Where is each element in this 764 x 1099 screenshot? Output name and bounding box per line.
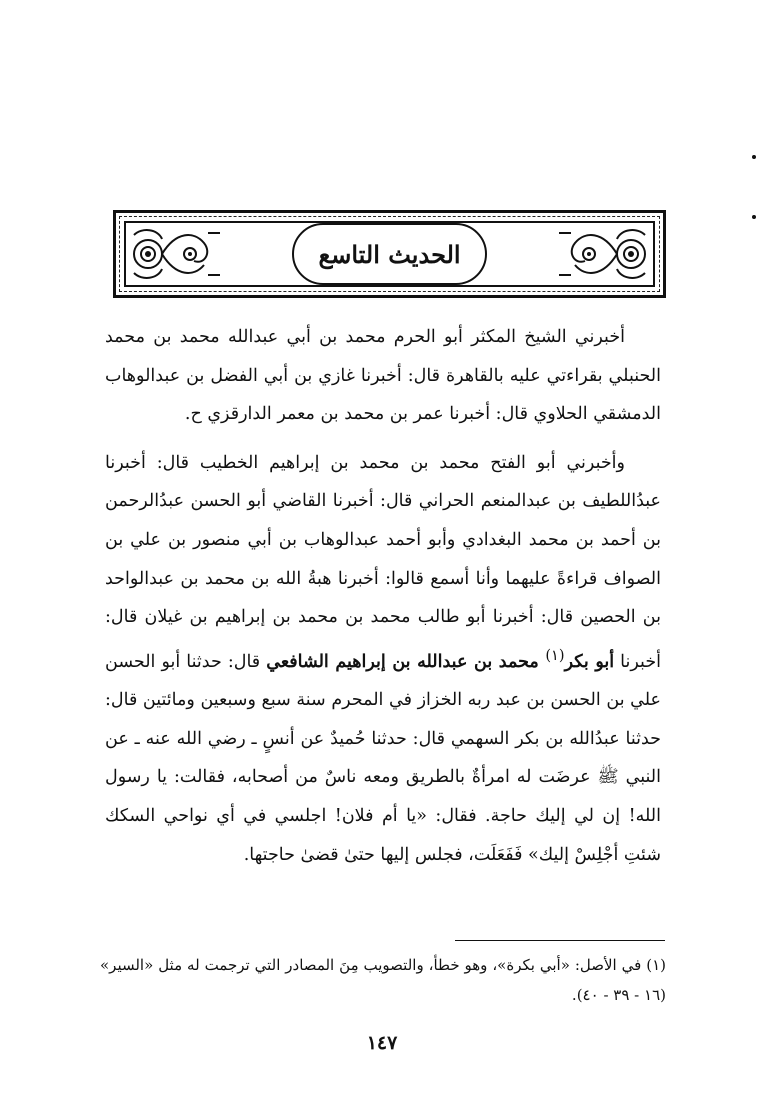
page-number: ١٤٧	[366, 1032, 398, 1054]
paragraph-isnad-1: أخبرني الشيخ المكثر أبو الحرم محمد بن أبي عبدالله محمد بن محمد الحنبلي بقراءتي عليه بالقاهرة قال: أخبرنا غازي بن أبي الفضل بن عبدالوهاب الدمشقي الحلاوي قال: أخبرنا عمر بن محمد بن معمر الدارقزي ح.	[105, 327, 661, 425]
text-run: وأخبرني أبو الفتح محمد بن محمد بن إبراهيم الخطيب قال: أخبرنا عبدُاللطيف بن عبدالمنعم الحراني قال: أخبرنا القاضي أبو الحسن عبدُالرحمن بن أحمد بن محمد البغدادي وأبو أحمد عبدالوهاب بن أبي منصور بن علي بن الصواف قراءةً عليهما وأنا أسمع قالوا: أخبرنا هبةُ الله بن محمد بن عبدالواحد بن الحصين قال: أخبرنا أبو طالب محمد بن محمد بن إبراهيم بن غيلان قال: أخبرنا	[105, 452, 662, 672]
narrator-name-bold: أبو بكر	[564, 651, 615, 672]
footnote-marker: (١)	[545, 646, 565, 664]
text-run: قال: حدثنا أبو الحسن علي بن الحسن بن عبد ربه الخزاز في المحرم سنة سبع وسبعين ومائتين قال: حدثنا عبدُالله بن بكر السهمي قال: حدثنا حُميدٌ عن أنسٍ ـ رضي الله عنه ـ عن النبي ﷺ عرضَت له امرأةٌ بالطريق ومعه ناسٌ من أصحابه، فقالت: يا رسول الله! إن لي إليك حاجة. فقال: «يا أم فلان! اجلسي في أي نواحي السكك شئتِ أجْلِسْ إليك» فَفَعَلَت، فجلس إليها حتىٰ قضىٰ حاجتها.	[105, 651, 661, 865]
arabesque-ornament-icon	[555, 225, 651, 283]
chapter-heading-frame	[113, 210, 666, 298]
main-text	[105, 318, 661, 874]
margin-mark	[752, 215, 756, 219]
arabesque-ornament-icon	[128, 225, 224, 283]
narrator-name-bold: محمد بن عبدالله بن إبراهيم الشافعي	[266, 651, 546, 672]
chapter-title: الحديث التاسع	[318, 239, 461, 269]
footnote: (١) في الأصل: «أبي بكرة»، وهو خطأ، والتصويب مِنَ المصادر التي ترجمت له مثل «السير» (١٦ - ٣٩ - ٤٠).	[100, 956, 666, 1004]
paragraph-isnad-2	[105, 444, 661, 874]
footnote-separator	[455, 940, 665, 941]
margin-mark	[752, 155, 756, 159]
